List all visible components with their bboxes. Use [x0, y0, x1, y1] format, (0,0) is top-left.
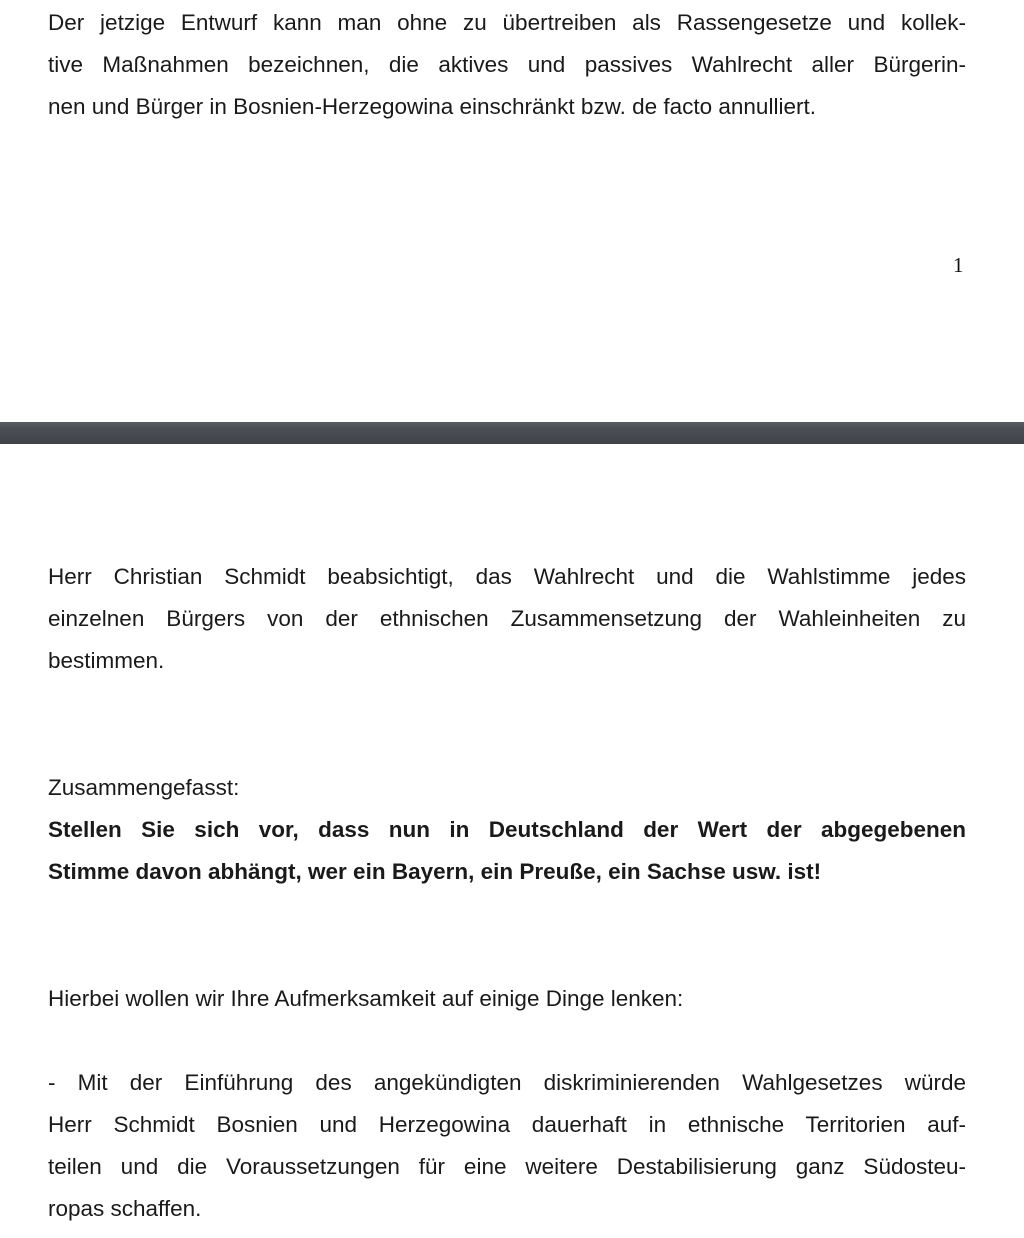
document-page-1: [0, 0, 1024, 422]
text-line: nen und Bürger in Bosnien-Herzegowina einschränkt bzw. de facto annulliert.: [48, 94, 816, 119]
text-line: Zusammengefasst:: [48, 775, 240, 800]
paragraph-schmidt-intent: [48, 556, 966, 682]
paragraph-draft-description: [48, 2, 966, 128]
bullet-paragraph-1: [48, 1062, 966, 1230]
summary-label: [48, 767, 966, 809]
text-line: Stimme davon abhängt, wer ein Bayern, ein Preuße, ein Sachse usw. ist!: [48, 859, 822, 884]
text-line: einzelnen Bürgers von der ethnischen Zusammensetzung der Wahleinheiten zu: [48, 606, 966, 631]
text-line: - Mit der Einführung des angekündigten diskriminierenden Wahlgesetzes würde: [48, 1070, 966, 1095]
text-line: Der jetzige Entwurf kann man ohne zu übertreiben als Rassengesetze und kollek-: [48, 10, 966, 35]
text-line: tive Maßnahmen bezeichnen, die aktives und passives Wahlrecht aller Bürgerin-: [48, 52, 966, 77]
text-line: Herr Christian Schmidt beabsichtigt, das Wahlrecht und die Wahlstimme jedes: [48, 564, 966, 589]
text-line: Stellen Sie sich vor, dass nun in Deutschland der Wert der abgegebenen: [48, 817, 966, 842]
text-line: Herr Schmidt Bosnien und Herzegowina dauerhaft in ethnische Territorien auf-: [48, 1112, 966, 1137]
intro-paragraph: [48, 978, 966, 1020]
document-page-2: [0, 444, 1024, 1238]
text-line: Hierbei wollen wir Ihre Aufmerksamkeit auf einige Dinge lenken:: [48, 986, 684, 1011]
page-separator: [0, 422, 1024, 444]
text-line: bestimmen.: [48, 648, 165, 673]
text-line: teilen und die Voraussetzungen für eine weitere Destabilisierung ganz Südosteu-: [48, 1154, 966, 1179]
text-line: ropas schaffen.: [48, 1196, 202, 1221]
page-number: 1: [953, 253, 964, 277]
summary-statement: [48, 809, 966, 893]
